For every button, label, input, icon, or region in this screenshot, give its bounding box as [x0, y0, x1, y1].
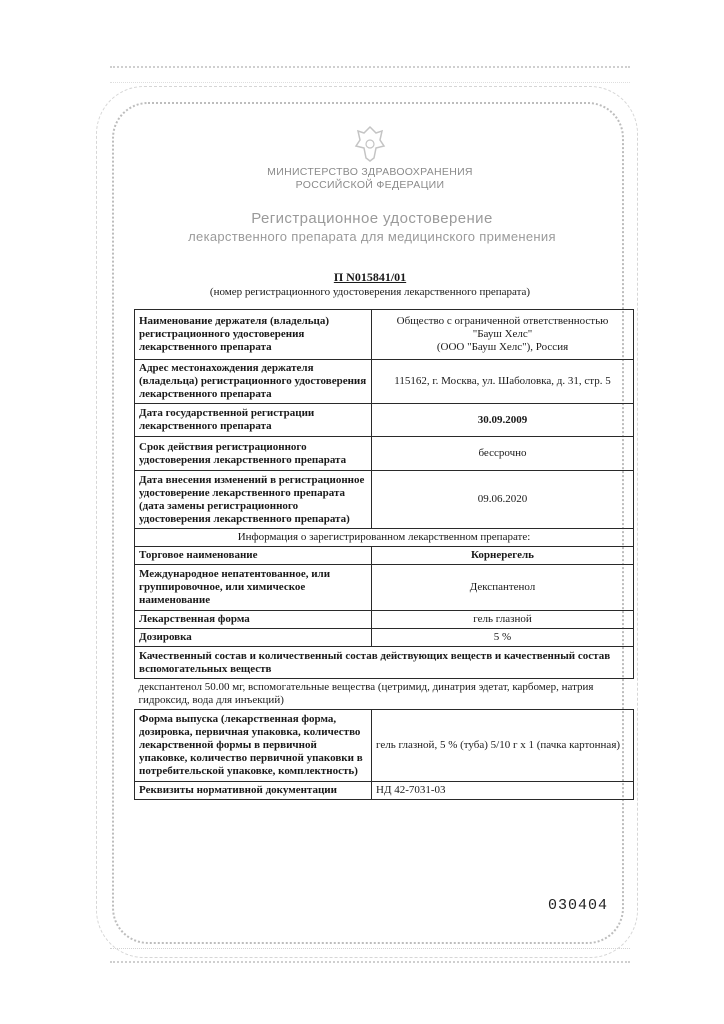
table-row	[135, 529, 634, 547]
changes-date-label: Дата внесения изменений в регистрационное удостоверение лекарственного препарата (дата замены регистрационного удостоверения лекарственного препарата)	[135, 471, 372, 529]
trade-name-label: Торговое наименование	[135, 547, 372, 565]
document-subtitle: лекарственного препарата для медицинского применения	[188, 229, 556, 244]
table-row	[135, 611, 634, 629]
holder-name-value	[372, 310, 634, 360]
inn-label: Международное непатентованное, или группировочное, или химическое наименование	[135, 565, 372, 611]
holder-address-value: 115162, г. Москва, ул. Шаболовка, д. 31, стр. 5	[372, 360, 634, 404]
table-row	[135, 471, 634, 529]
document-title: Регистрационное удостоверение	[251, 210, 493, 227]
dosage-form-value: гель глазной	[372, 611, 634, 629]
table-row	[135, 310, 634, 360]
registration-number-caption: (номер регистрационного удостоверения лекарственного препарата)	[209, 286, 531, 298]
validity-label: Срок действия регистрационного удостоверения лекарственного препарата	[135, 437, 372, 471]
table-row	[135, 782, 634, 800]
table-row	[135, 360, 634, 404]
release-form-label: Форма выпуска (лекарственная форма, дозировка, первичная упаковка, количество лекарственной формы в первичной упаковке, количество первичной упаковки в потребительской упаковке, комплектность)	[135, 710, 372, 782]
form-serial-number: 030404	[548, 897, 609, 914]
normative-doc-value: НД 42-7031-03	[372, 782, 634, 800]
holder-name-line-2: "Бауш Хелс"	[472, 328, 533, 340]
table-row	[135, 547, 634, 565]
registration-date-label: Дата государственной регистрации лекарственного препарата	[135, 404, 372, 437]
table-row	[135, 404, 634, 437]
normative-doc-label: Реквизиты нормативной документации	[135, 782, 372, 800]
table-row	[135, 437, 634, 471]
registration-date-value: 30.09.2009	[372, 404, 634, 437]
table-row	[135, 679, 634, 710]
decorative-bottom-border	[110, 948, 630, 963]
release-form-value: гель глазной, 5 % (туба) 5/10 г х 1 (пачка картонная)	[372, 710, 634, 782]
holder-name-line-3: (ООО "Бауш Хелс"), Россия	[436, 341, 569, 353]
trade-name-value: Корнерегель	[372, 547, 634, 565]
table-row	[135, 710, 634, 782]
holder-address-label: Адрес местонахождения держателя (владельца) регистрационного удостоверения лекарственного препарата	[135, 360, 372, 404]
inn-value: Декспантенол	[372, 565, 634, 611]
holder-name-label: Наименование держателя (владельца) регистрационного удостоверения лекарственного препарата	[135, 310, 372, 360]
validity-value: бессрочно	[372, 437, 634, 471]
decorative-top-border	[110, 66, 630, 83]
registration-table	[134, 309, 634, 800]
dosage-form-label: Лекарственная форма	[135, 611, 372, 629]
drug-info-header: Информация о зарегистрированном лекарственном препарате:	[135, 529, 634, 547]
state-emblem-icon	[352, 124, 388, 164]
composition-value: декспантенол 50.00 мг, вспомогательные вещества (цетримид, динатрия эдетат, карбомер, натрия гидроксид, вода для инъекций)	[135, 679, 634, 710]
composition-label: Качественный состав и количественный состав действующих веществ и качественный состав вспомогательных веществ	[135, 647, 634, 679]
table-row	[135, 565, 634, 611]
ministry-name	[180, 166, 560, 192]
ministry-line-2: РОССИЙСКОЙ ФЕДЕРАЦИИ	[295, 179, 445, 191]
dosage-label: Дозировка	[135, 629, 372, 647]
registration-number: П N015841/01	[333, 270, 407, 284]
holder-name-line-1: Общество с ограниченной ответственностью	[396, 315, 609, 327]
dosage-value: 5 %	[372, 629, 634, 647]
ministry-line-1: МИНИСТЕРСТВО ЗДРАВООХРАНЕНИЯ	[267, 166, 473, 178]
table-row	[135, 647, 634, 679]
changes-date-value: 09.06.2020	[372, 471, 634, 529]
table-row	[135, 629, 634, 647]
